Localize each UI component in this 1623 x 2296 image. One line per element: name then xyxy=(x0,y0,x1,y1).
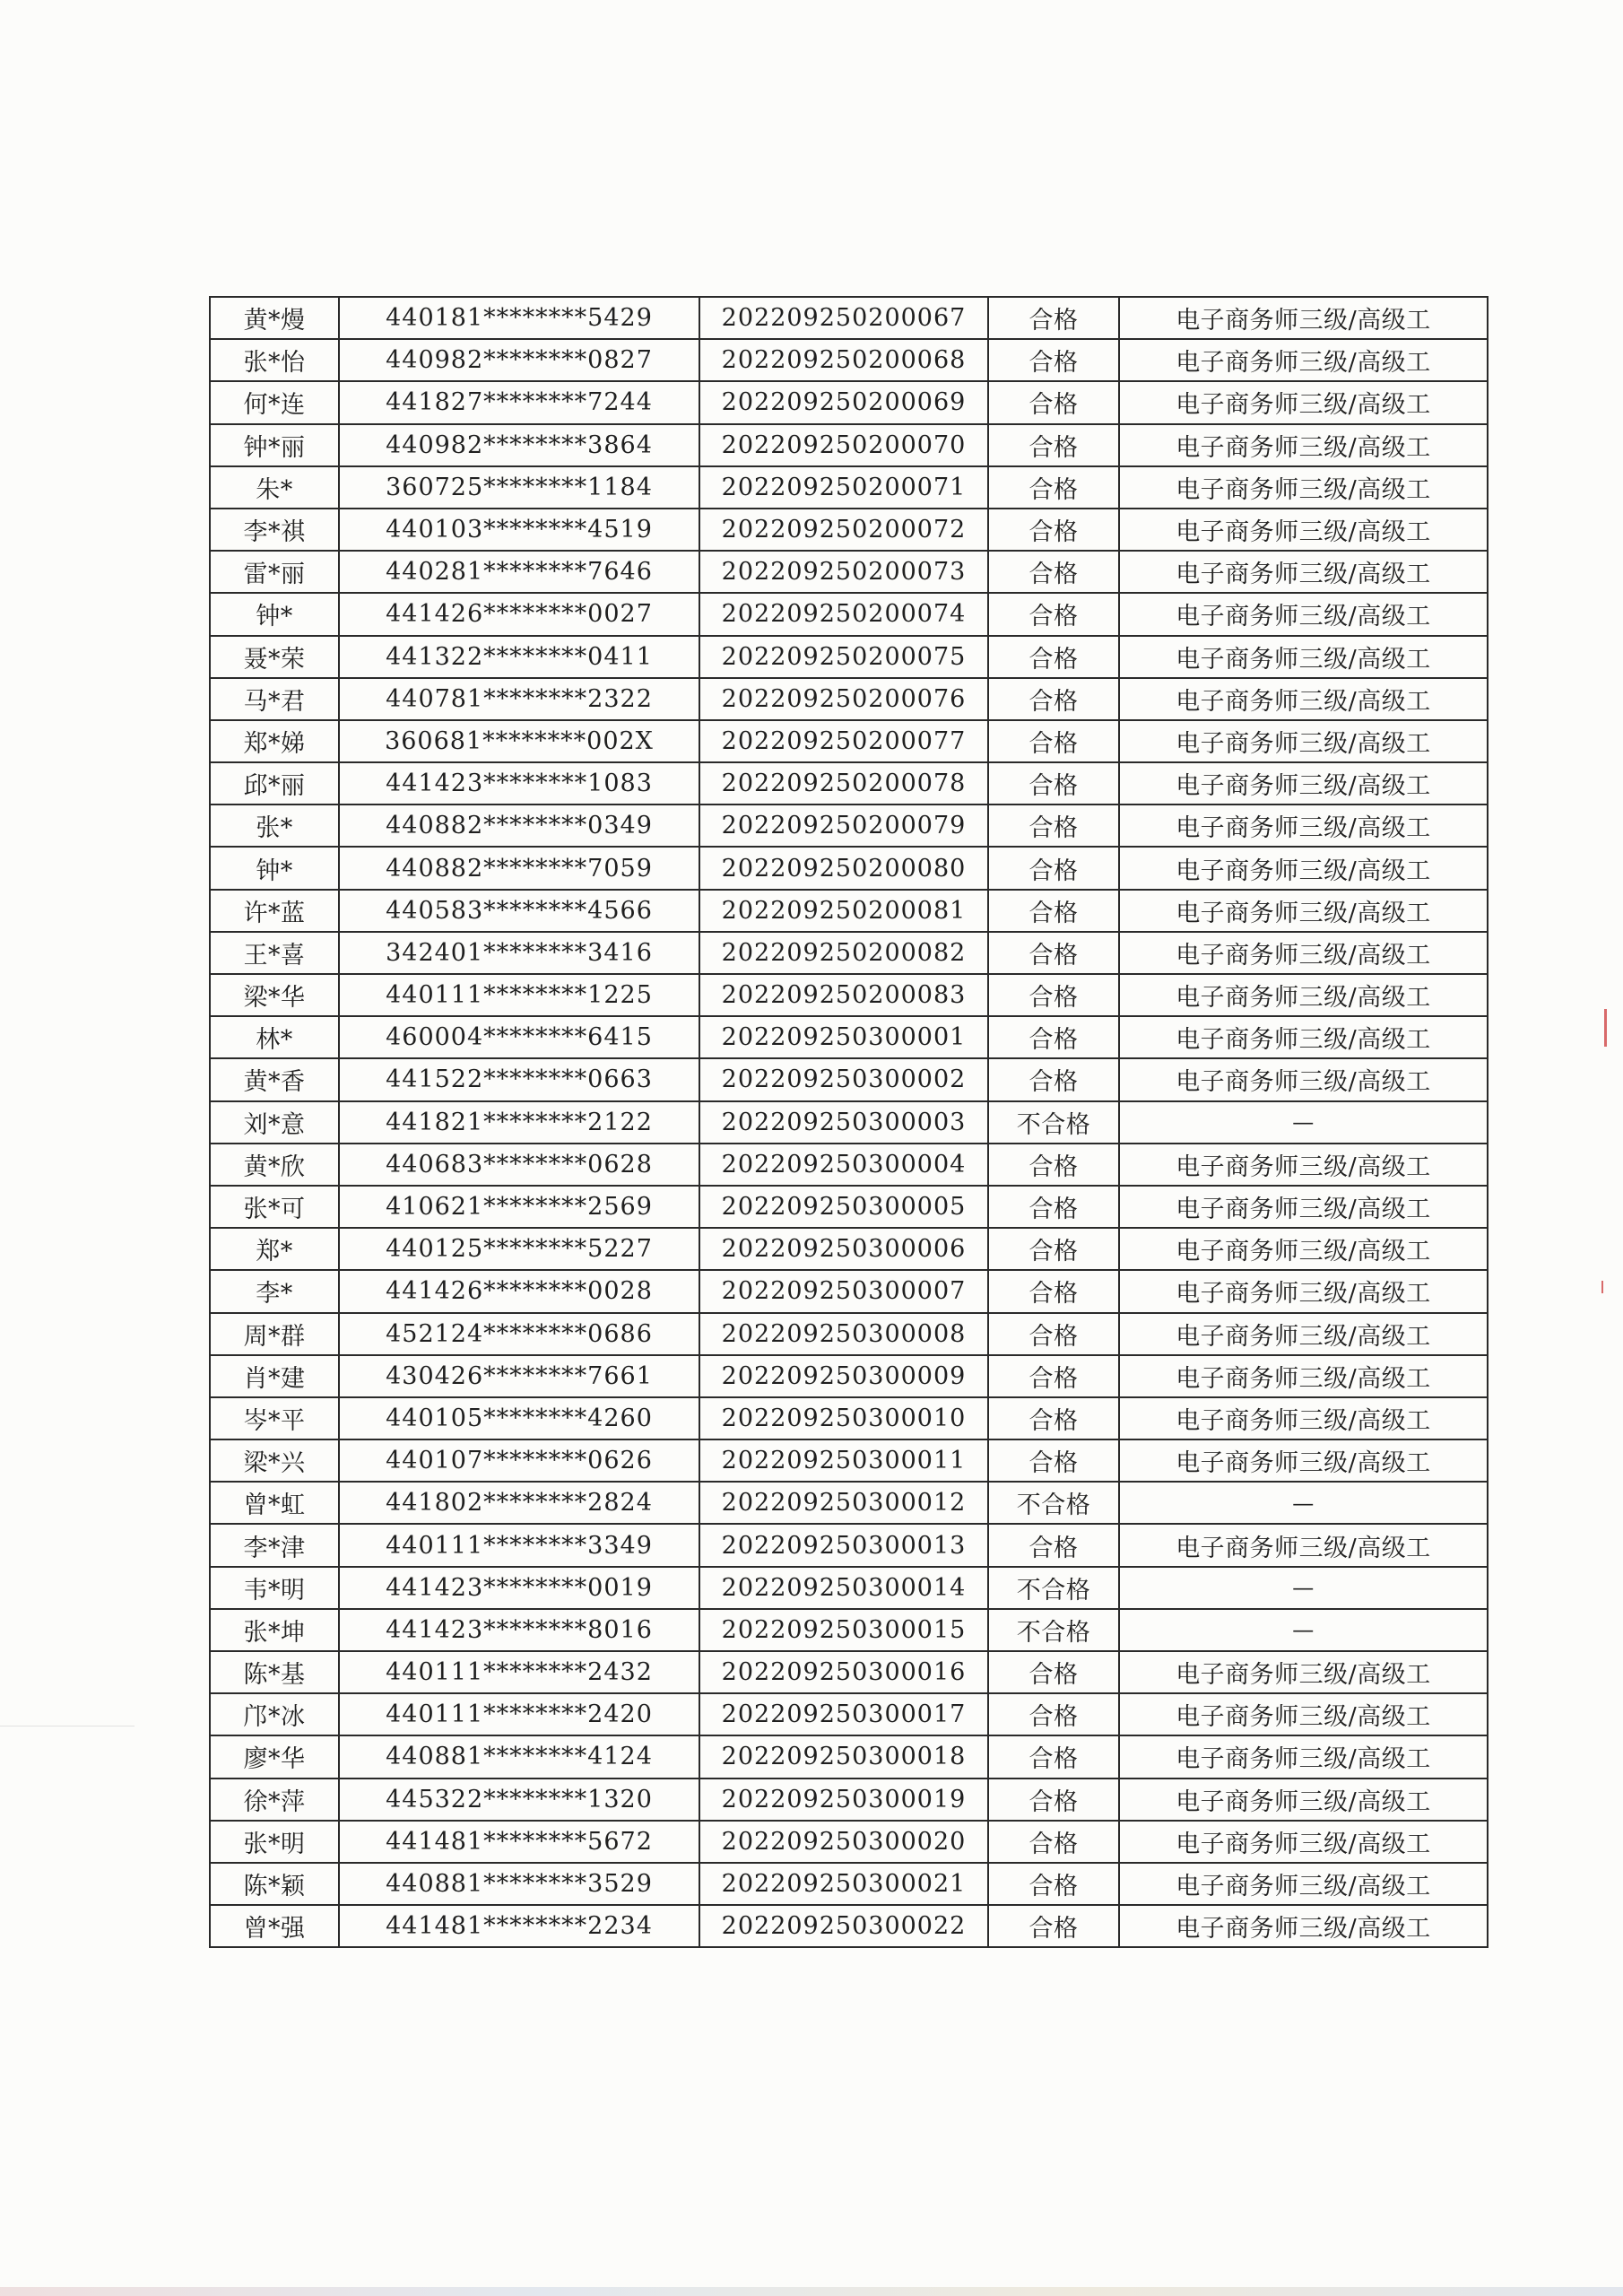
cell-result: 合格 xyxy=(988,1355,1119,1397)
cell-id-number: 460004********6415 xyxy=(339,1016,699,1058)
cell-level: 电子商务师三级/高级工 xyxy=(1119,1144,1488,1186)
cell-certificate-number: 202209250200067 xyxy=(699,297,988,339)
cell-id-number: 441827********7244 xyxy=(339,381,699,423)
table-row xyxy=(210,381,1488,423)
cell-level: 电子商务师三级/高级工 xyxy=(1119,636,1488,678)
cell-certificate-number: 202209250300015 xyxy=(699,1609,988,1651)
table-row xyxy=(210,1016,1488,1058)
cell-id-number: 445322********1320 xyxy=(339,1779,699,1821)
table-row xyxy=(210,932,1488,974)
cell-name: 张*可 xyxy=(210,1186,339,1228)
cell-name: 张*明 xyxy=(210,1821,339,1863)
cell-level: — xyxy=(1119,1101,1488,1144)
cell-certificate-number: 202209250300011 xyxy=(699,1439,988,1482)
cell-level: 电子商务师三级/高级工 xyxy=(1119,297,1488,339)
table-row xyxy=(210,1058,1488,1100)
cell-result: 合格 xyxy=(988,932,1119,974)
cell-level: 电子商务师三级/高级工 xyxy=(1119,1355,1488,1397)
cell-id-number: 440982********0827 xyxy=(339,339,699,381)
cell-id-number: 441426********0028 xyxy=(339,1270,699,1312)
table-row xyxy=(210,1228,1488,1270)
cell-level: 电子商务师三级/高级工 xyxy=(1119,424,1488,466)
cell-result: 合格 xyxy=(988,1693,1119,1735)
cell-result: 合格 xyxy=(988,1779,1119,1821)
table-row xyxy=(210,551,1488,593)
cell-level: 电子商务师三级/高级工 xyxy=(1119,593,1488,635)
cell-certificate-number: 202209250300005 xyxy=(699,1186,988,1228)
cell-name: 钟* xyxy=(210,847,339,889)
cell-certificate-number: 202209250300021 xyxy=(699,1863,988,1905)
cell-level: 电子商务师三级/高级工 xyxy=(1119,974,1488,1016)
cell-certificate-number: 202209250200075 xyxy=(699,636,988,678)
cell-name: 梁*华 xyxy=(210,974,339,1016)
cell-level: — xyxy=(1119,1567,1488,1609)
table-row xyxy=(210,1821,1488,1863)
cell-level: 电子商务师三级/高级工 xyxy=(1119,1270,1488,1312)
cell-name: 朱* xyxy=(210,466,339,509)
cell-name: 黄*熳 xyxy=(210,297,339,339)
cell-certificate-number: 202209250300014 xyxy=(699,1567,988,1609)
cell-result: 合格 xyxy=(988,1313,1119,1355)
cell-name: 刘*意 xyxy=(210,1101,339,1144)
cell-result: 合格 xyxy=(988,1735,1119,1778)
cell-level: 电子商务师三级/高级工 xyxy=(1119,466,1488,509)
cell-name: 郑*娣 xyxy=(210,720,339,762)
table-row xyxy=(210,890,1488,932)
cell-certificate-number: 202209250200082 xyxy=(699,932,988,974)
cell-certificate-number: 202209250300008 xyxy=(699,1313,988,1355)
table-row xyxy=(210,1735,1488,1778)
cell-name: 梁*兴 xyxy=(210,1439,339,1482)
results-table-body xyxy=(210,297,1488,1947)
exam-results-table xyxy=(209,296,1488,1948)
cell-result: 合格 xyxy=(988,297,1119,339)
cell-level: 电子商务师三级/高级工 xyxy=(1119,1228,1488,1270)
table-row xyxy=(210,339,1488,381)
cell-id-number: 441821********2122 xyxy=(339,1101,699,1144)
cell-level: 电子商务师三级/高级工 xyxy=(1119,1735,1488,1778)
cell-level: 电子商务师三级/高级工 xyxy=(1119,1058,1488,1100)
cell-certificate-number: 202209250200072 xyxy=(699,509,988,551)
cell-result: 不合格 xyxy=(988,1101,1119,1144)
cell-certificate-number: 202209250200074 xyxy=(699,593,988,635)
cell-certificate-number: 202209250200077 xyxy=(699,720,988,762)
cell-certificate-number: 202209250300017 xyxy=(699,1693,988,1735)
cell-result: 合格 xyxy=(988,424,1119,466)
cell-result: 合格 xyxy=(988,1058,1119,1100)
table-row xyxy=(210,974,1488,1016)
cell-certificate-number: 202209250300020 xyxy=(699,1821,988,1863)
cell-result: 合格 xyxy=(988,1270,1119,1312)
cell-id-number: 410621********2569 xyxy=(339,1186,699,1228)
table-row xyxy=(210,466,1488,509)
cell-certificate-number: 202209250300006 xyxy=(699,1228,988,1270)
table-row xyxy=(210,1482,1488,1524)
cell-level: 电子商务师三级/高级工 xyxy=(1119,509,1488,551)
cell-certificate-number: 202209250300010 xyxy=(699,1397,988,1439)
cell-level: 电子商务师三级/高级工 xyxy=(1119,381,1488,423)
cell-level: 电子商务师三级/高级工 xyxy=(1119,762,1488,804)
cell-id-number: 440111********2432 xyxy=(339,1651,699,1693)
cell-id-number: 440105********4260 xyxy=(339,1397,699,1439)
cell-name: 周*群 xyxy=(210,1313,339,1355)
cell-certificate-number: 202209250300002 xyxy=(699,1058,988,1100)
cell-name: 李*津 xyxy=(210,1524,339,1566)
table-row xyxy=(210,424,1488,466)
cell-result: 合格 xyxy=(988,847,1119,889)
cell-result: 合格 xyxy=(988,1524,1119,1566)
cell-level: — xyxy=(1119,1482,1488,1524)
cell-certificate-number: 202209250300013 xyxy=(699,1524,988,1566)
cell-certificate-number: 202209250300016 xyxy=(699,1651,988,1693)
cell-certificate-number: 202209250200070 xyxy=(699,424,988,466)
cell-certificate-number: 202209250300001 xyxy=(699,1016,988,1058)
cell-level: 电子商务师三级/高级工 xyxy=(1119,1186,1488,1228)
cell-name: 张* xyxy=(210,804,339,847)
cell-name: 岑*平 xyxy=(210,1397,339,1439)
cell-id-number: 360725********1184 xyxy=(339,466,699,509)
cell-result: 合格 xyxy=(988,1651,1119,1693)
cell-name: 黄*欣 xyxy=(210,1144,339,1186)
cell-certificate-number: 202209250200068 xyxy=(699,339,988,381)
cell-id-number: 440181********5429 xyxy=(339,297,699,339)
cell-id-number: 441322********0411 xyxy=(339,636,699,678)
table-row xyxy=(210,1355,1488,1397)
cell-name: 黄*香 xyxy=(210,1058,339,1100)
cell-certificate-number: 202209250300009 xyxy=(699,1355,988,1397)
table-row xyxy=(210,1144,1488,1186)
cell-level: 电子商务师三级/高级工 xyxy=(1119,1439,1488,1482)
cell-certificate-number: 202209250300018 xyxy=(699,1735,988,1778)
cell-result: 合格 xyxy=(988,1397,1119,1439)
cell-name: 韦*明 xyxy=(210,1567,339,1609)
cell-id-number: 441423********8016 xyxy=(339,1609,699,1651)
cell-level: 电子商务师三级/高级工 xyxy=(1119,1863,1488,1905)
table-row xyxy=(210,847,1488,889)
cell-id-number: 440781********2322 xyxy=(339,678,699,720)
cell-id-number: 440881********4124 xyxy=(339,1735,699,1778)
cell-result: 合格 xyxy=(988,636,1119,678)
cell-result: 合格 xyxy=(988,593,1119,635)
cell-result: 合格 xyxy=(988,1144,1119,1186)
cell-name: 张*坤 xyxy=(210,1609,339,1651)
cell-name: 张*怡 xyxy=(210,339,339,381)
cell-name: 肖*建 xyxy=(210,1355,339,1397)
table-row xyxy=(210,804,1488,847)
cell-name: 曾*虹 xyxy=(210,1482,339,1524)
table-row xyxy=(210,1609,1488,1651)
cell-certificate-number: 202209250200076 xyxy=(699,678,988,720)
cell-level: — xyxy=(1119,1609,1488,1651)
table-row xyxy=(210,1905,1488,1947)
cell-name: 廖*华 xyxy=(210,1735,339,1778)
table-row xyxy=(210,1186,1488,1228)
cell-id-number: 452124********0686 xyxy=(339,1313,699,1355)
cell-certificate-number: 202209250300012 xyxy=(699,1482,988,1524)
cell-id-number: 440107********0626 xyxy=(339,1439,699,1482)
cell-name: 王*喜 xyxy=(210,932,339,974)
cell-id-number: 440982********3864 xyxy=(339,424,699,466)
cell-name: 曾*强 xyxy=(210,1905,339,1947)
cell-certificate-number: 202209250200083 xyxy=(699,974,988,1016)
table-row xyxy=(210,636,1488,678)
cell-certificate-number: 202209250200080 xyxy=(699,847,988,889)
cell-id-number: 440111********1225 xyxy=(339,974,699,1016)
table-row xyxy=(210,1651,1488,1693)
cell-certificate-number: 202209250300003 xyxy=(699,1101,988,1144)
cell-level: 电子商务师三级/高级工 xyxy=(1119,1016,1488,1058)
table-row xyxy=(210,678,1488,720)
cell-result: 合格 xyxy=(988,1016,1119,1058)
cell-certificate-number: 202209250200069 xyxy=(699,381,988,423)
cell-level: 电子商务师三级/高级工 xyxy=(1119,1821,1488,1863)
cell-level: 电子商务师三级/高级工 xyxy=(1119,1397,1488,1439)
cell-name: 林* xyxy=(210,1016,339,1058)
cell-id-number: 441423********1083 xyxy=(339,762,699,804)
cell-id-number: 430426********7661 xyxy=(339,1355,699,1397)
cell-id-number: 440583********4566 xyxy=(339,890,699,932)
cell-name: 许*蓝 xyxy=(210,890,339,932)
cell-result: 合格 xyxy=(988,890,1119,932)
cell-name: 雷*丽 xyxy=(210,551,339,593)
table-row xyxy=(210,1567,1488,1609)
cell-name: 钟* xyxy=(210,593,339,635)
cell-result: 不合格 xyxy=(988,1609,1119,1651)
cell-certificate-number: 202209250300007 xyxy=(699,1270,988,1312)
cell-result: 合格 xyxy=(988,339,1119,381)
cell-level: 电子商务师三级/高级工 xyxy=(1119,1651,1488,1693)
cell-id-number: 441481********5672 xyxy=(339,1821,699,1863)
table-row xyxy=(210,1439,1488,1482)
cell-id-number: 440111********2420 xyxy=(339,1693,699,1735)
cell-result: 合格 xyxy=(988,1228,1119,1270)
table-row xyxy=(210,593,1488,635)
cell-result: 合格 xyxy=(988,1905,1119,1947)
cell-level: 电子商务师三级/高级工 xyxy=(1119,1905,1488,1947)
scan-edge-mark xyxy=(1601,1281,1603,1293)
table-row xyxy=(210,1863,1488,1905)
cell-result: 合格 xyxy=(988,381,1119,423)
cell-result: 不合格 xyxy=(988,1482,1119,1524)
scan-bottom-band xyxy=(0,2287,1623,2296)
cell-certificate-number: 202209250200073 xyxy=(699,551,988,593)
cell-id-number: 440881********3529 xyxy=(339,1863,699,1905)
table-row xyxy=(210,1524,1488,1566)
table-row xyxy=(210,297,1488,339)
cell-level: 电子商务师三级/高级工 xyxy=(1119,339,1488,381)
cell-id-number: 440683********0628 xyxy=(339,1144,699,1186)
cell-result: 合格 xyxy=(988,1439,1119,1482)
table-row xyxy=(210,762,1488,804)
cell-name: 李*祺 xyxy=(210,509,339,551)
cell-result: 合格 xyxy=(988,678,1119,720)
cell-level: 电子商务师三级/高级工 xyxy=(1119,932,1488,974)
cell-certificate-number: 202209250200081 xyxy=(699,890,988,932)
cell-certificate-number: 202209250300022 xyxy=(699,1905,988,1947)
cell-name: 邱*丽 xyxy=(210,762,339,804)
cell-name: 聂*荣 xyxy=(210,636,339,678)
cell-result: 合格 xyxy=(988,804,1119,847)
cell-level: 电子商务师三级/高级工 xyxy=(1119,678,1488,720)
cell-name: 徐*萍 xyxy=(210,1779,339,1821)
cell-level: 电子商务师三级/高级工 xyxy=(1119,720,1488,762)
cell-certificate-number: 202209250300019 xyxy=(699,1779,988,1821)
table-row xyxy=(210,1101,1488,1144)
table-row xyxy=(210,720,1488,762)
cell-level: 电子商务师三级/高级工 xyxy=(1119,1313,1488,1355)
table-row xyxy=(210,1313,1488,1355)
cell-name: 陈*基 xyxy=(210,1651,339,1693)
cell-level: 电子商务师三级/高级工 xyxy=(1119,551,1488,593)
cell-name: 钟*丽 xyxy=(210,424,339,466)
cell-id-number: 441522********0663 xyxy=(339,1058,699,1100)
cell-id-number: 440111********3349 xyxy=(339,1524,699,1566)
table-row xyxy=(210,1397,1488,1439)
cell-id-number: 440882********0349 xyxy=(339,804,699,847)
cell-id-number: 342401********3416 xyxy=(339,932,699,974)
cell-name: 李* xyxy=(210,1270,339,1312)
cell-id-number: 360681********002X xyxy=(339,720,699,762)
cell-certificate-number: 202209250200079 xyxy=(699,804,988,847)
cell-result: 合格 xyxy=(988,762,1119,804)
cell-certificate-number: 202209250200071 xyxy=(699,466,988,509)
cell-name: 马*君 xyxy=(210,678,339,720)
cell-result: 合格 xyxy=(988,551,1119,593)
cell-id-number: 440281********7646 xyxy=(339,551,699,593)
cell-level: 电子商务师三级/高级工 xyxy=(1119,1779,1488,1821)
cell-result: 合格 xyxy=(988,1821,1119,1863)
cell-result: 合格 xyxy=(988,720,1119,762)
cell-id-number: 441423********0019 xyxy=(339,1567,699,1609)
table-row xyxy=(210,509,1488,551)
cell-certificate-number: 202209250300004 xyxy=(699,1144,988,1186)
table-row xyxy=(210,1270,1488,1312)
cell-level: 电子商务师三级/高级工 xyxy=(1119,1693,1488,1735)
cell-name: 邝*冰 xyxy=(210,1693,339,1735)
cell-level: 电子商务师三级/高级工 xyxy=(1119,890,1488,932)
cell-level: 电子商务师三级/高级工 xyxy=(1119,804,1488,847)
cell-id-number: 441426********0027 xyxy=(339,593,699,635)
cell-id-number: 440125********5227 xyxy=(339,1228,699,1270)
cell-result: 合格 xyxy=(988,466,1119,509)
cell-result: 合格 xyxy=(988,1186,1119,1228)
cell-id-number: 440103********4519 xyxy=(339,509,699,551)
cell-level: 电子商务师三级/高级工 xyxy=(1119,1524,1488,1566)
cell-certificate-number: 202209250200078 xyxy=(699,762,988,804)
cell-result: 合格 xyxy=(988,1863,1119,1905)
cell-result: 合格 xyxy=(988,974,1119,1016)
cell-id-number: 441802********2824 xyxy=(339,1482,699,1524)
cell-result: 合格 xyxy=(988,509,1119,551)
table-row xyxy=(210,1779,1488,1821)
scan-edge-mark xyxy=(1604,1009,1607,1047)
cell-name: 陈*颖 xyxy=(210,1863,339,1905)
cell-id-number: 441481********2234 xyxy=(339,1905,699,1947)
cell-result: 不合格 xyxy=(988,1567,1119,1609)
table-row xyxy=(210,1693,1488,1735)
cell-level: 电子商务师三级/高级工 xyxy=(1119,847,1488,889)
cell-name: 何*连 xyxy=(210,381,339,423)
cell-name: 郑* xyxy=(210,1228,339,1270)
cell-id-number: 440882********7059 xyxy=(339,847,699,889)
